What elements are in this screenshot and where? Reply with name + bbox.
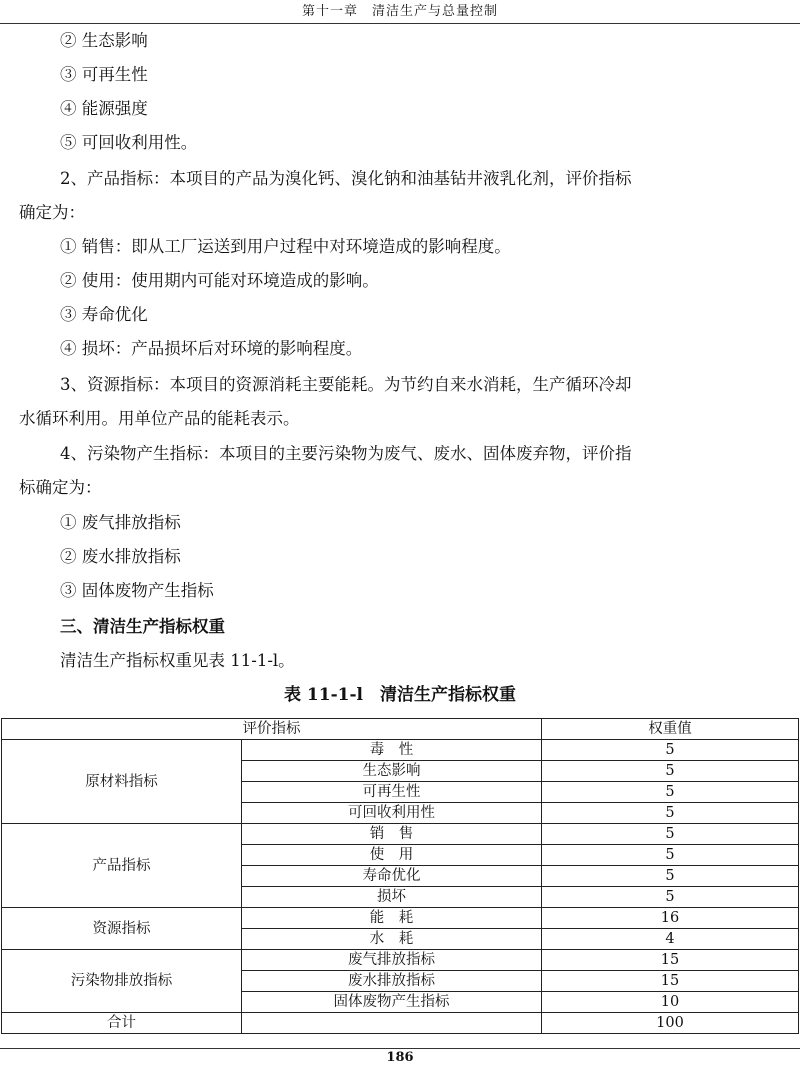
header-indicator: 评价指标 bbox=[2, 719, 542, 740]
sub-indicator: 固体废物产生指标 bbox=[242, 992, 542, 1013]
weight-value: 5 bbox=[542, 803, 799, 824]
running-header: 第十一章 清洁生产与总量控制 bbox=[301, 4, 498, 19]
page-number: 186 bbox=[386, 1050, 414, 1065]
header-weight: 权重值 bbox=[542, 719, 799, 740]
sub-indicator: 销 售 bbox=[242, 824, 542, 845]
list-item: ① 销售：即从工厂运送到用户过程中对环境造成的影响程度。 bbox=[60, 237, 511, 256]
table-header-row bbox=[2, 719, 799, 740]
sub-indicator: 废水排放指标 bbox=[242, 971, 542, 992]
table-caption: 表 11-1-l 清洁生产指标权重 bbox=[284, 685, 516, 705]
section-heading: 三、清洁生产指标权重 bbox=[60, 617, 225, 636]
sub-indicator: 废气排放指标 bbox=[242, 950, 542, 971]
table-row bbox=[2, 740, 799, 761]
weight-value: 5 bbox=[542, 761, 799, 782]
table-row bbox=[2, 908, 799, 929]
list-item: ④ 损坏：产品损坏后对环境的影响程度。 bbox=[60, 339, 363, 358]
weight-value: 15 bbox=[542, 971, 799, 992]
list-item: ② 使用：使用期内可能对环境造成的影响。 bbox=[60, 271, 379, 290]
weight-value: 5 bbox=[542, 866, 799, 887]
weight-value: 5 bbox=[542, 782, 799, 803]
paragraph-resource: 3、资源指标：本项目的资源消耗主要能耗。为节约自来水消耗，生产循环冷却 bbox=[60, 375, 632, 394]
sub-indicator: 寿命优化 bbox=[242, 866, 542, 887]
total-label: 合计 bbox=[2, 1013, 242, 1034]
sub-indicator: 可再生性 bbox=[242, 782, 542, 803]
sub-indicator: 毒 性 bbox=[242, 740, 542, 761]
table-row bbox=[2, 950, 799, 971]
list-item: ③ 寿命优化 bbox=[60, 305, 148, 324]
group-name: 资源指标 bbox=[2, 908, 242, 950]
sub-indicator: 水 耗 bbox=[242, 929, 542, 950]
sub-indicator: 能 耗 bbox=[242, 908, 542, 929]
weight-value: 4 bbox=[542, 929, 799, 950]
list-item: ⑤ 可回收利用性。 bbox=[60, 133, 198, 152]
sub-indicator: 使 用 bbox=[242, 845, 542, 866]
table-row bbox=[2, 824, 799, 845]
list-item: ③ 固体废物产生指标 bbox=[60, 581, 214, 600]
list-item: ④ 能源强度 bbox=[60, 99, 148, 118]
weight-value: 15 bbox=[542, 950, 799, 971]
paragraph-pollutant-cont: 标确定为： bbox=[19, 478, 102, 497]
weights-table bbox=[1, 718, 799, 1034]
group-name: 原材料指标 bbox=[2, 740, 242, 824]
section-text: 清洁生产指标权重见表 11-1-l。 bbox=[60, 651, 295, 670]
weight-value: 10 bbox=[542, 992, 799, 1013]
list-item: ② 生态影响 bbox=[60, 31, 148, 50]
list-item: ③ 可再生性 bbox=[60, 65, 148, 84]
list-item: ② 废水排放指标 bbox=[60, 547, 181, 566]
weight-value: 5 bbox=[542, 845, 799, 866]
paragraph-product-cont: 确定为： bbox=[19, 203, 85, 222]
total-weight: 100 bbox=[542, 1013, 799, 1034]
sub-indicator: 可回收利用性 bbox=[242, 803, 542, 824]
paragraph-pollutant: 4、污染物产生指标：本项目的主要污染物为废气、废水、固体废弃物，评价指 bbox=[60, 444, 632, 463]
sub-indicator: 生态影响 bbox=[242, 761, 542, 782]
weight-value: 5 bbox=[542, 824, 799, 845]
group-name: 污染物排放指标 bbox=[2, 950, 242, 1013]
list-item: ① 废气排放指标 bbox=[60, 513, 181, 532]
weight-value: 5 bbox=[542, 740, 799, 761]
weight-value: 16 bbox=[542, 908, 799, 929]
sub-indicator: 损坏 bbox=[242, 887, 542, 908]
header-rule bbox=[0, 23, 800, 24]
footer-rule bbox=[0, 1048, 800, 1049]
paragraph-resource-cont: 水循环利用。用单位产品的能耗表示。 bbox=[19, 409, 300, 428]
group-name: 产品指标 bbox=[2, 824, 242, 908]
paragraph-product: 2、产品指标：本项目的产品为溴化钙、溴化钠和油基钻井液乳化剂，评价指标 bbox=[60, 169, 632, 188]
weight-value: 5 bbox=[542, 887, 799, 908]
total-sub bbox=[242, 1013, 542, 1034]
table-total-row bbox=[2, 1013, 799, 1034]
